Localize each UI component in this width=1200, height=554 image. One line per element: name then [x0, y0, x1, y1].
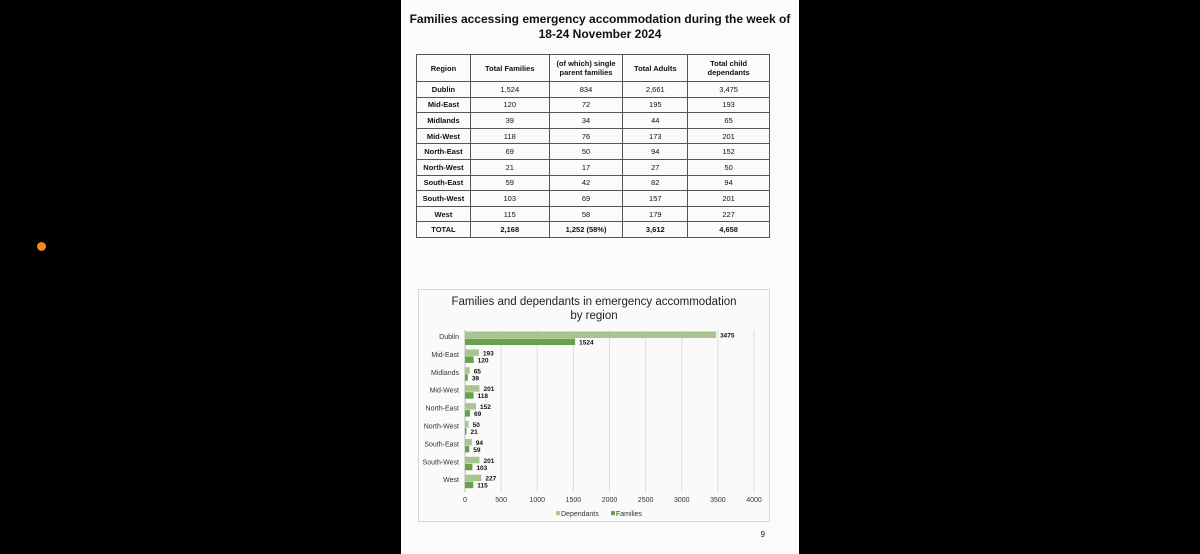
chart-title-line-1: Families and dependants in emergency accommodation — [451, 296, 737, 308]
cell-region: South-West — [417, 191, 471, 207]
chart-plot-area — [419, 290, 769, 521]
document-page — [401, 0, 799, 554]
bar-dependants — [465, 367, 470, 374]
table-row — [417, 159, 770, 175]
cell-child-dependants: 50 — [688, 159, 770, 175]
cell-total-families: 118 — [470, 128, 549, 144]
table-row — [417, 206, 770, 222]
bar-dependants — [465, 385, 480, 392]
legend-swatch-families — [611, 511, 615, 515]
cell-total-families-sum: 2,168 — [470, 222, 549, 238]
data-label-families: 120 — [477, 357, 489, 365]
legend-swatch-dependants — [556, 511, 560, 515]
data-label-families: 115 — [477, 482, 488, 490]
table-row — [417, 175, 770, 191]
cell-total-families: 103 — [470, 191, 549, 207]
regional-bar-chart — [418, 289, 770, 522]
cell-total-adults: 173 — [623, 128, 688, 144]
bar-families — [465, 392, 474, 399]
cell-single-parent: 42 — [549, 175, 623, 191]
data-label-dependants: 152 — [479, 404, 491, 412]
y-category-label: West — [443, 477, 459, 485]
bar-families — [465, 482, 473, 489]
bar-families — [465, 339, 575, 346]
x-tick-label: 4000 — [746, 497, 762, 505]
cell-total-adults: 27 — [623, 159, 688, 175]
cell-region: Mid-West — [417, 128, 471, 144]
x-tick-label: 1000 — [529, 497, 546, 505]
cell-region: Dublin — [417, 82, 471, 98]
x-tick-label: 3000 — [673, 497, 690, 505]
cell-total-adults: 2,661 — [623, 82, 688, 98]
cell-region: North-West — [417, 159, 471, 175]
table-row — [417, 128, 770, 144]
cell-total-families: 21 — [470, 159, 549, 175]
header-single-parent-families: (of which) single parent families — [549, 55, 623, 82]
data-label-families: 21 — [470, 429, 478, 436]
x-tick-label: 1500 — [565, 497, 582, 505]
cell-total-adults: 157 — [623, 191, 688, 207]
cell-region: West — [417, 206, 471, 222]
data-label-families: 103 — [476, 464, 488, 472]
cell-single-parent: 834 — [549, 82, 623, 98]
data-label-dependants: 227 — [485, 475, 497, 483]
cell-region: Mid-East — [417, 97, 471, 113]
cell-total-families: 120 — [470, 97, 549, 113]
cell-total-adults: 179 — [623, 206, 688, 222]
cell-single-parent: 69 — [549, 191, 623, 207]
x-tick-label: 0 — [463, 497, 467, 505]
cell-child-dependants: 201 — [688, 191, 770, 207]
bar-families — [465, 428, 467, 435]
x-tick-label: 2500 — [637, 497, 654, 505]
cell-child-dependants: 201 — [688, 128, 770, 144]
y-category-label: South-West — [422, 459, 459, 467]
cell-total-families: 115 — [470, 206, 549, 222]
y-category-label: Mid-East — [431, 351, 459, 359]
cell-single-parent: 72 — [549, 97, 623, 113]
header-total-child-dependants: Total child dependants — [688, 55, 770, 82]
data-label-families: 39 — [471, 375, 480, 383]
bar-dependants — [465, 457, 480, 464]
data-label-dependants: 50 — [472, 422, 480, 429]
cell-child-dependants: 3,475 — [688, 82, 770, 98]
cell-total-families: 69 — [470, 144, 549, 160]
bar-dependants — [465, 332, 716, 339]
bar-dependants — [465, 475, 481, 482]
cell-total-adults-sum: 3,612 — [623, 222, 688, 238]
cell-child-dependants-sum: 4,658 — [688, 222, 770, 238]
cell-region: Midlands — [417, 113, 471, 129]
header-total-families: Total Families — [470, 55, 549, 82]
cell-total-adults: 94 — [623, 144, 688, 160]
cell-single-parent: 76 — [549, 128, 623, 144]
cell-total-families: 39 — [470, 113, 549, 129]
bar-dependants — [465, 403, 476, 410]
cell-single-parent-sum: 1,252 (58%) — [549, 222, 623, 238]
data-label-dependants: 201 — [483, 386, 495, 394]
table-row — [417, 82, 770, 98]
bar-families — [465, 410, 470, 417]
table-row — [417, 97, 770, 113]
x-tick-label: 3500 — [710, 497, 726, 505]
data-label-families: 118 — [477, 393, 489, 401]
data-label-dependants: 193 — [482, 350, 494, 358]
cell-total-adults: 195 — [623, 97, 688, 113]
data-label-dependants: 3475 — [720, 332, 735, 340]
data-label-families: 1524 — [579, 339, 594, 347]
bar-dependants — [465, 421, 469, 428]
table-row — [417, 144, 770, 160]
chart-title-line-2: by region — [570, 310, 618, 322]
y-category-label: Mid-West — [429, 387, 459, 395]
cell-child-dependants: 227 — [688, 206, 770, 222]
y-category-label: South-East — [424, 441, 459, 449]
recording-indicator-dot — [37, 242, 46, 251]
legend-label-dependants: Dependants — [561, 511, 599, 519]
bar-families — [465, 446, 469, 453]
data-label-dependants: 94 — [475, 439, 484, 447]
cell-region: North-East — [417, 144, 471, 160]
cell-total-families: 59 — [470, 175, 549, 191]
cell-single-parent: 58 — [549, 206, 623, 222]
data-label-families: 69 — [473, 411, 482, 419]
x-tick-label: 500 — [495, 497, 507, 505]
cell-total-adults: 82 — [623, 175, 688, 191]
table-row — [417, 191, 770, 207]
bar-dependants — [465, 349, 479, 356]
cell-single-parent: 34 — [549, 113, 623, 129]
bar-dependants — [465, 439, 472, 446]
cell-region: South-East — [417, 175, 471, 191]
page-title-line-2: 18-24 November 2024 — [538, 27, 662, 41]
data-label-families: 59 — [473, 446, 481, 454]
cell-child-dependants: 94 — [688, 175, 770, 191]
cell-total-families: 1,524 — [470, 82, 549, 98]
cell-single-parent: 17 — [549, 159, 623, 175]
table-total-row — [417, 222, 770, 238]
cell-single-parent: 50 — [549, 144, 623, 160]
table-header-row — [417, 55, 770, 82]
cell-child-dependants: 152 — [688, 144, 770, 160]
bar-families — [465, 464, 472, 471]
bar-families — [465, 356, 474, 363]
table-row — [417, 113, 770, 129]
bar-families — [465, 374, 468, 381]
header-total-adults: Total Adults — [623, 55, 688, 82]
data-label-dependants: 201 — [483, 457, 495, 465]
y-category-label: Dublin — [439, 334, 459, 341]
header-region: Region — [417, 55, 471, 82]
y-category-label: Midlands — [430, 369, 459, 377]
cell-child-dependants: 193 — [688, 97, 770, 113]
page-title — [401, 12, 799, 42]
page-number: 9 — [760, 530, 765, 539]
y-category-label: North-East — [425, 405, 459, 413]
cell-total-label: TOTAL — [417, 222, 471, 238]
page-title-line-1: Families accessing emergency accommodation during the week of — [409, 12, 791, 26]
data-label-dependants: 65 — [473, 368, 481, 376]
cell-child-dependants: 65 — [688, 113, 770, 129]
legend-label-families: Families — [616, 511, 643, 519]
x-tick-label: 2000 — [601, 497, 618, 505]
cell-total-adults: 44 — [623, 113, 688, 129]
y-category-label: North-West — [423, 423, 459, 431]
regional-families-table — [416, 54, 770, 238]
